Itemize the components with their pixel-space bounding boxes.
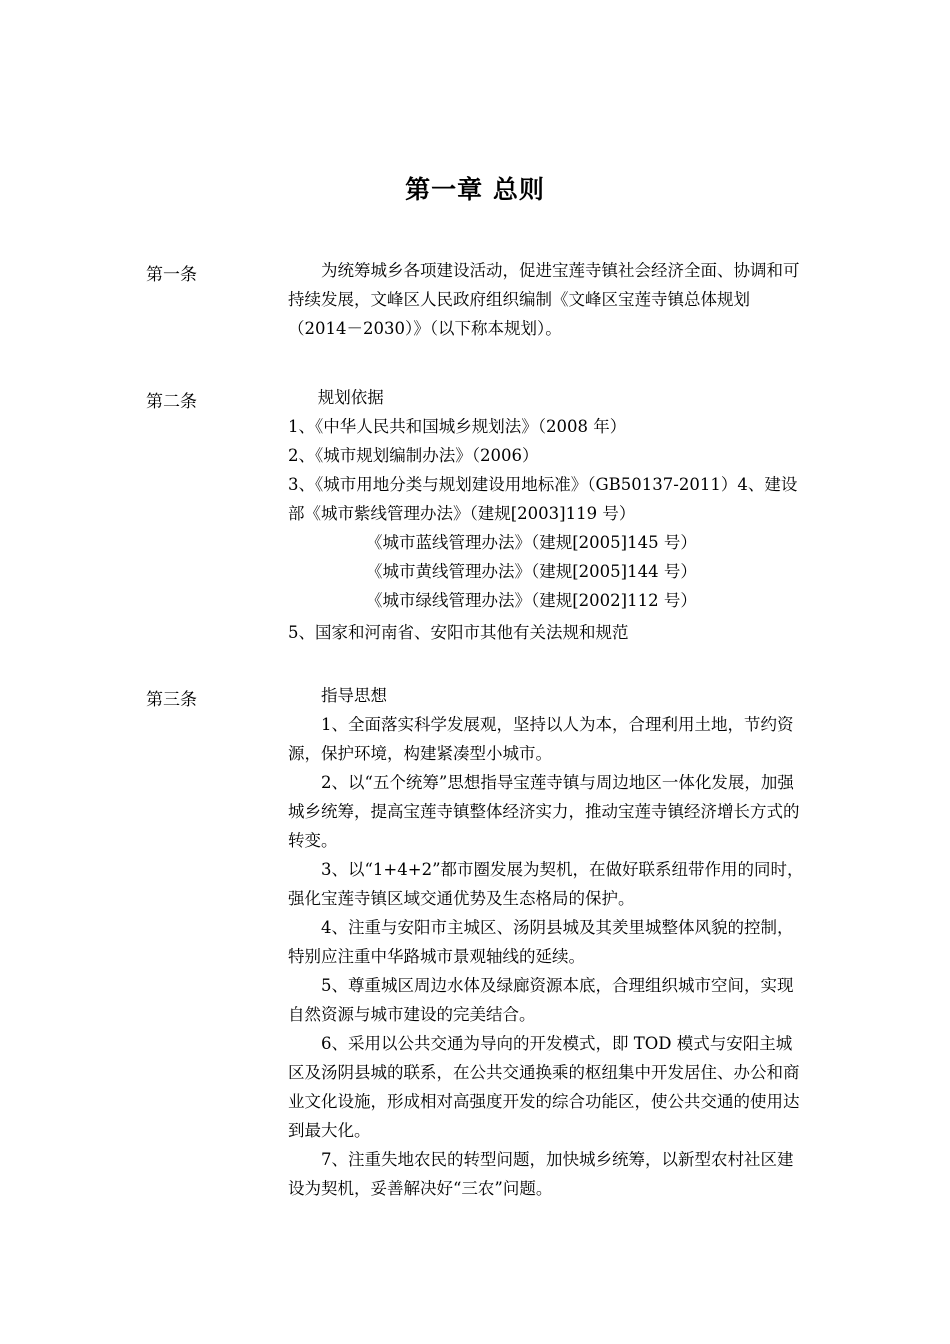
article-3-item: 4、注重与安阳市主城区、汤阴县城及其羑里城整体风貌的控制，特别应注重中华路城市景观轴线的延续。: [288, 918, 794, 966]
article-2-item: 《城市黄线管理办法》（建规[2005]144 号）: [366, 562, 697, 581]
article-3-item: 3、以“1+4+2”都市圈发展为契机，在做好联系纽带作用的同时，强化宝莲寺镇区域交通优势及生态格局的保护。: [288, 860, 804, 908]
article-2-item: 《城市蓝线管理办法》（建规[2005]145 号）: [366, 533, 697, 552]
article-body-1: [288, 256, 806, 343]
article-label-3: 第三条: [146, 690, 197, 710]
article-2-item: 5、国家和河南省、安阳市其他有关法规和规范: [288, 623, 629, 642]
article-3-item: 2、以“五个统筹”思想指导宝莲寺镇与周边地区一体化发展，加强城乡统筹，提高宝莲寺镇整体经济实力，推动宝莲寺镇经济增长方式的转变。: [288, 773, 800, 850]
article-2-item: 2、《城市规划编制办法》（2006）: [288, 446, 539, 465]
article-2-heading: 规划依据: [317, 388, 384, 407]
article-3-item: 6、采用以公共交通为导向的开发模式，即 TOD 模式与安阳主城区及汤阴县城的联系，在公共交通换乘的枢纽集中开发居住、办公和商业文化设施，形成相对高强度开发的综合功能区，使公共交通的使用达到最大化。: [288, 1034, 800, 1140]
article-3-item: 7、注重失地农民的转型问题，加快城乡统筹，以新型农村社区建设为契机，妥善解决好“三农”问题。: [288, 1150, 794, 1198]
article-3-heading: 指导思想: [321, 686, 387, 705]
article-3-item: 5、尊重城区周边水体及绿廊资源本底，合理组织城市空间，实现自然资源与城市建设的完美结合。: [288, 976, 794, 1024]
chapter-title: 第一章 总则: [405, 175, 545, 204]
article-2-item: 1、《中华人民共和国城乡规划法》（2008 年）: [288, 417, 627, 436]
article-3-item: 1、全面落实科学发展观，坚持以人为本，合理利用土地，节约资源，保护环境，构建紧凑型小城市。: [288, 715, 794, 763]
article-label-1: 第一条: [146, 265, 197, 285]
article-1-paragraph: 为统筹城乡各项建设活动，促进宝莲寺镇社会经济全面、协调和可持续发展，文峰区人民政府组织编制《文峰区宝莲寺镇总体规划（2014－2030）》（以下称本规划）。: [288, 261, 800, 338]
article-2-item: 3、《城市用地分类与规划建设用地标准》（GB50137-2011）4、建设部《城市紫线管理办法》（建规[2003]119 号）: [288, 475, 798, 523]
article-2-item: 《城市绿线管理办法》（建规[2002]112 号）: [366, 591, 697, 610]
article-label-2: 第二条: [146, 392, 197, 412]
article-body-2: [288, 383, 806, 647]
article-body-3: [288, 681, 806, 1203]
